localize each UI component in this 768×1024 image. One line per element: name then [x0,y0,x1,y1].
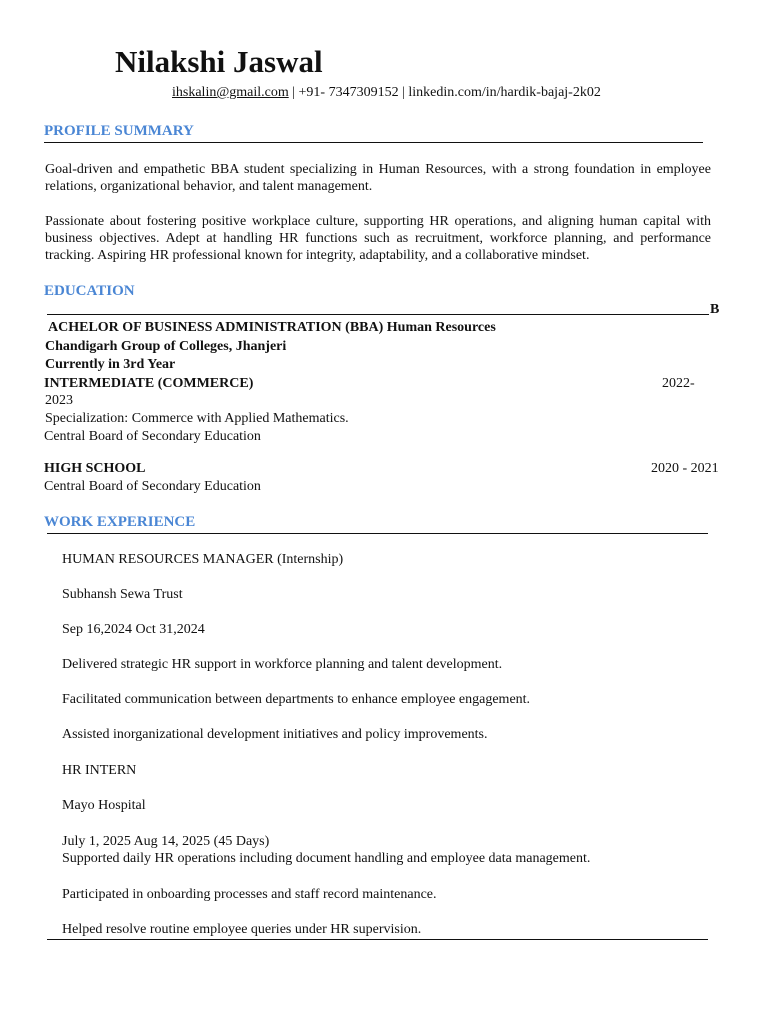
job1-point-1: Delivered strategic HR support in workforce planning and talent development. [62,657,503,672]
job1-role: HUMAN RESOURCES MANAGER (Internship) [62,552,344,567]
work-experience-heading: WORK EXPERIENCE [44,514,196,530]
job2-dates: July 1, 2025 Aug 14, 2025 (45 Days) [62,834,270,849]
job2-point-2: Participated in onboarding processes and staff record maintenance. [62,887,437,902]
job2-organization: Mayo Hospital [62,798,146,813]
section-divider [47,314,709,315]
job1-organization: Subhansh Sewa Trust [62,587,183,602]
job1-point-2: Facilitated communication between departments to enhance employee engagement. [62,692,531,707]
high-school-board: Central Board of Secondary Education [44,479,261,494]
job2-point-1: Supported daily HR operations including document handling and employee data management. [62,851,591,866]
bba-status: Currently in 3rd Year [45,357,176,372]
bba-college: Chandigarh Group of Colleges, Jhanjeri [45,339,287,354]
resume-name: Nilakshi Jaswal [115,44,323,79]
contact-line [172,85,601,101]
bba-degree: ACHELOR OF BUSINESS ADMINISTRATION (BBA) Human Resources [48,320,496,335]
section-divider [47,939,708,940]
contact-details: | +91- 7347309152 | linkedin.com/in/hardik-bajaj-2k02 [288,85,601,100]
degree-initial-letter: B [710,302,720,317]
profile-paragraph-1: Goal-driven and empathetic BBA student specializing in Human Resources, with a strong foundation in employee relations, organizational behavior, and talent management. [45,162,711,194]
intermediate-board: Central Board of Secondary Education [44,429,261,444]
intermediate-specialization: Specialization: Commerce with Applied Mathematics. [45,411,349,426]
section-divider [44,142,703,143]
profile-paragraph-2: Passionate about fostering positive workplace culture, supporting HR operations, and aligning human capital with business objectives. Adept at handling HR functions such as recruitment, workforce planning, and performance tracking. Aspiring HR professional known for integrity, adaptability, and a collaborative mindset. [45,214,711,263]
high-school-years: 2020 - 2021 [651,461,719,476]
intermediate-year-end: 2023 [45,393,73,408]
high-school-title: HIGH SCHOOL [44,461,146,476]
job2-point-3: Helped resolve routine employee queries under HR supervision. [62,922,422,937]
job1-dates: Sep 16,2024 Oct 31,2024 [62,622,205,637]
job1-point-3: Assisted inorganizational development initiatives and policy improvements. [62,727,488,742]
job2-role: HR INTERN [62,763,137,778]
profile-summary-heading: PROFILE SUMMARY [44,123,194,139]
section-divider [47,533,708,534]
email-link[interactable]: ihskalin@gmail.com [172,85,289,100]
intermediate-year-start: 2022- [662,376,695,391]
intermediate-title: INTERMEDIATE (COMMERCE) [44,376,254,391]
education-heading: EDUCATION [44,283,135,299]
